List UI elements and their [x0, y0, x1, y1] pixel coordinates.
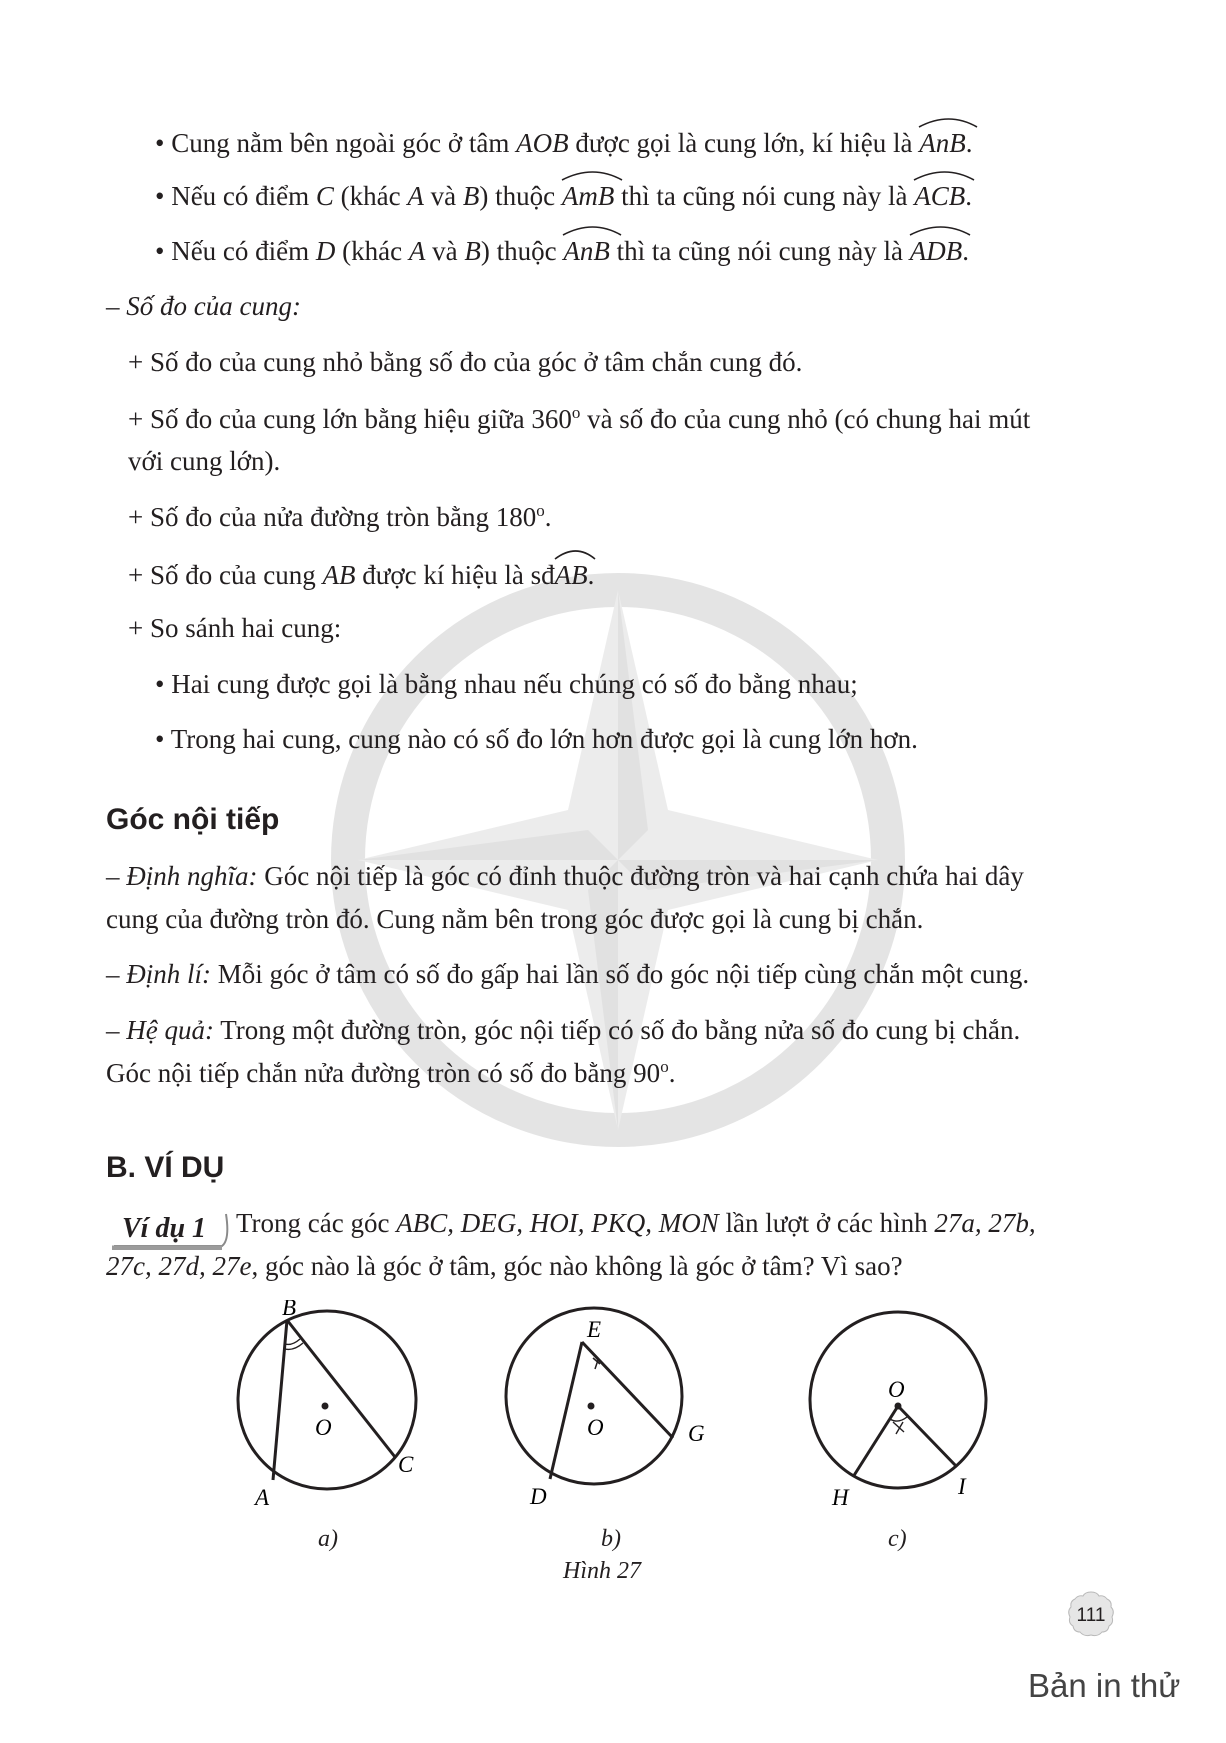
arc-label: AnB	[919, 128, 966, 158]
text: được gọi là cung lớn, kí hiệu là	[568, 128, 920, 158]
center-point	[895, 1403, 902, 1410]
math: 27c, 27d, 27e	[106, 1251, 252, 1281]
arc-notation	[919, 125, 966, 159]
text: thì ta cũng nói cung này là	[614, 181, 915, 211]
angle-mark	[890, 1417, 907, 1421]
text: lần lượt ở các hình	[718, 1208, 935, 1238]
circle-a	[238, 1311, 416, 1489]
example-tag	[110, 1210, 230, 1246]
label-o: O	[587, 1415, 604, 1440]
chord-ed	[550, 1342, 582, 1479]
arc-label: AmB	[561, 181, 615, 211]
text: thì ta cũng nói cung này là	[609, 236, 910, 266]
rule-small-arc: + Số đo của cung nhỏ bằng số đo của góc ở tâm chắn cung đó.	[128, 347, 803, 377]
math: A	[408, 236, 426, 266]
page-number: 111	[1076, 1605, 1106, 1626]
text: ) thuộc	[479, 181, 562, 211]
text: được kí hiệu là sđ	[355, 560, 555, 590]
text: .	[587, 560, 595, 590]
math: 27a, 27b,	[934, 1208, 1036, 1238]
corollary-label: – Hệ quả:	[106, 1015, 214, 1045]
label-o: O	[315, 1415, 332, 1440]
radius-oh	[853, 1406, 898, 1477]
figure-title: Hình 27	[563, 1558, 641, 1584]
degree: o	[571, 403, 581, 422]
heading-examples: B. VÍ DỤ	[106, 1151, 225, 1184]
math: B	[462, 181, 480, 211]
math: AB	[322, 560, 356, 590]
chord-ba	[273, 1320, 287, 1480]
arc-label: ACB	[914, 181, 966, 211]
section-arc-measure: – Số đo của cung:	[106, 291, 301, 321]
angle-mark	[896, 1422, 903, 1434]
arc-notation	[555, 557, 588, 591]
math: A	[407, 181, 424, 211]
text: (khác	[333, 181, 408, 211]
figure-27b	[500, 1300, 720, 1510]
label-a: A	[255, 1485, 270, 1510]
text: Góc nội tiếp là góc có đỉnh thuộc đường tròn và hai cạnh chứa hai dây	[257, 861, 1024, 891]
label-b: B	[282, 1300, 297, 1320]
text: • Nếu có điểm	[155, 236, 316, 266]
bullet-equal-arcs: • Hai cung được gọi là bằng nhau nếu chúng có số đo bằng nhau;	[155, 669, 858, 699]
text: + Số đo của cung lớn bằng hiệu giữa 360	[128, 404, 572, 434]
center-point	[322, 1403, 329, 1410]
bullet-larger-arc: • Trong hai cung, cung nào có số đo lớn hơn được gọi là cung lớn hơn.	[155, 724, 918, 754]
proof-print-label: Bản in thử	[1028, 1667, 1181, 1704]
math: AOB	[516, 128, 569, 158]
text: • Nếu có điểm	[155, 181, 316, 211]
rule-large-arc-cont: với cung lớn).	[128, 446, 281, 476]
label-h: H	[832, 1485, 849, 1510]
text: (khác	[335, 236, 409, 266]
math: C	[315, 181, 334, 211]
text: + Số đo của nửa đường tròn bằng 180	[128, 502, 537, 532]
label-d: D	[530, 1484, 547, 1509]
text: và số đo của cung nhỏ (có chung hai mút	[580, 404, 1031, 434]
text: .	[668, 1058, 676, 1088]
label-o: O	[888, 1377, 905, 1402]
text: .	[544, 502, 552, 532]
bullet-point-c	[155, 178, 972, 212]
text: , góc nào là góc ở tâm, góc nào không là góc ở tâm? Vì sao?	[251, 1251, 903, 1281]
arc-notation	[910, 233, 962, 267]
heading-inscribed-angle: Góc nội tiếp	[106, 803, 280, 836]
degree: o	[536, 501, 545, 520]
math: ABC, DEG, HOI, PKQ, MON	[396, 1208, 719, 1238]
text: Mỗi góc ở tâm có số đo gấp hai lần số đo góc nội tiếp cùng chắn một cung.	[211, 959, 1030, 989]
bullet-point-d	[155, 233, 969, 267]
chord-bc	[287, 1320, 395, 1457]
rule-semicircle	[128, 501, 551, 533]
definition-line2: cung của đường tròn đó. Cung nằm bên trong góc được gọi là cung bị chắn.	[106, 904, 924, 934]
arc-label: AnB	[563, 236, 610, 266]
text: • Cung nằm bên ngoài góc ở tâm	[155, 128, 517, 158]
example-line2	[106, 1250, 903, 1282]
rule-large-arc	[128, 403, 1030, 435]
caption-a: a)	[318, 1526, 338, 1552]
corollary-line1	[106, 1014, 1020, 1046]
bullet-large-arc	[155, 125, 973, 159]
corollary-line2	[106, 1057, 675, 1089]
example-tag-label: Ví dụ 1	[122, 1213, 207, 1244]
center-point	[588, 1403, 595, 1410]
radius-oi	[898, 1406, 957, 1467]
figure-27c	[800, 1300, 1000, 1510]
example-line1	[236, 1207, 1036, 1239]
label-c: C	[398, 1452, 414, 1477]
figure-27a	[225, 1300, 445, 1510]
text: ) thuộc	[480, 236, 564, 266]
definition-label: – Định nghĩa:	[106, 861, 258, 891]
arc-label: ADB	[909, 236, 963, 266]
label-i: I	[958, 1474, 966, 1499]
arc-notation	[914, 178, 965, 212]
text: Trong các góc	[236, 1208, 397, 1238]
text: .	[962, 236, 970, 266]
rule-notation	[128, 557, 594, 591]
text: và	[425, 236, 465, 266]
theorem-label: – Định lí:	[106, 959, 211, 989]
arc-label: AB	[554, 560, 588, 590]
text: + Số đo của cung	[128, 560, 323, 590]
text: .	[965, 181, 973, 211]
page-number-badge	[1066, 1589, 1116, 1639]
rule-compare: + So sánh hai cung:	[128, 613, 342, 643]
text: và	[423, 181, 463, 211]
caption-c: c)	[888, 1526, 907, 1552]
label-g: G	[688, 1421, 705, 1446]
theorem-line	[106, 958, 1029, 990]
text: Góc nội tiếp chắn nửa đường tròn có số đo bằng 90	[106, 1058, 661, 1088]
definition-line1	[106, 860, 1024, 892]
arc-notation	[563, 233, 610, 267]
text: .	[965, 128, 973, 158]
caption-b: b)	[601, 1526, 621, 1552]
arc-notation	[562, 178, 614, 212]
math: D	[315, 236, 336, 266]
degree: o	[660, 1057, 669, 1076]
label-e: E	[587, 1317, 602, 1342]
math: B	[464, 236, 481, 266]
text: Trong một đường tròn, góc nội tiếp có số đo bằng nửa số đo cung bị chắn.	[213, 1015, 1021, 1045]
angle-mark	[285, 1339, 300, 1344]
